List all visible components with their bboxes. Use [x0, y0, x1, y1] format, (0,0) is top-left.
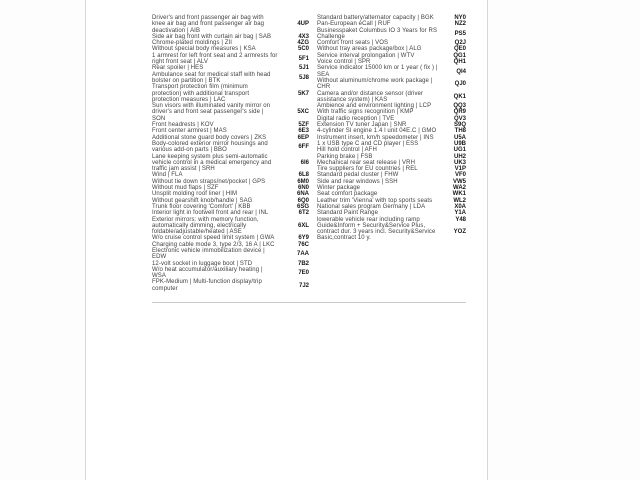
equipment-code: UK3 — [453, 159, 466, 166]
equipment-description: FPK-Medium | Multi-function display/trip computer — [152, 279, 262, 292]
equipment-description: 12-volt socket in luggage boot | STD — [152, 260, 253, 267]
equipment-description: Businesspaket Columbus IO 3 Years for RS Challenge — [317, 27, 438, 40]
page-left-border — [85, 0, 86, 480]
equipment-code: NZ2 — [454, 21, 466, 28]
equipment-code: Q2J — [454, 40, 466, 47]
equipment-description: Chrome-plated moldings | ZII — [152, 40, 233, 47]
equipment-description: Service interval prolongation | WTV — [317, 52, 415, 59]
equipment-code: 5ZF — [298, 122, 309, 129]
equipment-description: National sales program Germany | LDA — [317, 203, 426, 210]
equipment-code: QG1 — [453, 52, 466, 59]
equipment-description: With traffic signs recognition | KMP — [317, 109, 414, 116]
equipment-description: Extension TV tuner Japan | SNR — [317, 122, 407, 129]
equipment-description: Front headrests | KOV — [152, 122, 214, 129]
equipment-code: 6T2 — [298, 210, 309, 217]
equipment-description: Front center armrest | MAS — [152, 128, 227, 135]
equipment-description: Interior light in footwell front and rear | INL — [152, 210, 269, 217]
equipment-code: 6M0 — [297, 178, 309, 185]
equipment-description: Lane keeping system plus semi-automatic vehicle control in a medical emergency and traffic jam assist | SRH — [152, 153, 272, 173]
equipment-description: Without tie down straps/net/pocket | GPS — [152, 178, 266, 185]
equipment-code: 6Y9 — [298, 235, 309, 242]
page-right-border — [487, 0, 488, 480]
equipment-row — [152, 279, 309, 292]
equipment-column-left — [152, 15, 309, 292]
equipment-description: Rear spoiler | HES — [152, 65, 204, 72]
equipment-code: QJ0 — [454, 81, 466, 88]
equipment-code: S9Q — [453, 122, 466, 129]
equipment-description: W/o cruise control speed limit system | GWA — [152, 235, 275, 242]
equipment-code: 4X3 — [298, 33, 309, 40]
equipment-description: 1 armrest for left front seat and 2 armrests for right front seat | ALV — [152, 52, 278, 66]
equipment-row — [317, 91, 466, 104]
equipment-code: 6SG — [296, 203, 309, 210]
equipment-code: QV3 — [453, 115, 466, 122]
equipment-code: PS5 — [454, 30, 466, 37]
equipment-description: Leather trim 'Vienna' with top sports seats — [317, 197, 433, 204]
equipment-code: WK1 — [452, 191, 466, 198]
equipment-code: Y48 — [455, 216, 466, 223]
equipment-code: 76C — [297, 241, 309, 248]
equipment-code: UG1 — [453, 147, 466, 154]
equipment-code: 7J2 — [298, 282, 309, 289]
equipment-description: Transport protection film (minimum protection) with additional transport protection measures | LAC — [152, 84, 250, 103]
equipment-description: Wind | FLA — [152, 172, 183, 179]
equipment-description: Standard pedal cluster | FHW — [317, 172, 399, 179]
equipment-code: 4ZG — [297, 40, 309, 47]
equipment-code: 6XL — [297, 222, 309, 229]
equipment-code: 4UP — [297, 21, 309, 28]
equipment-description: W/o heat accumulator/auxiliary heating | WSA — [152, 266, 263, 280]
equipment-code: YOZ — [453, 229, 466, 236]
equipment-code: 6N0 — [297, 185, 309, 192]
equipment-code: 5F1 — [298, 55, 309, 62]
equipment-description: Without aluminum/chrome work package | CHR — [317, 77, 433, 91]
equipment-code: 6I6 — [300, 159, 309, 166]
equipment-row — [152, 72, 309, 85]
equipment-code: QE0 — [453, 46, 466, 53]
equipment-row — [152, 154, 309, 173]
equipment-code: Y1A — [454, 210, 466, 217]
equipment-code: 7E0 — [298, 270, 309, 277]
equipment-code: QR9 — [453, 109, 466, 116]
equipment-code: 7AA — [296, 251, 309, 258]
equipment-code: 6EP — [297, 134, 309, 141]
equipment-description: Ambulance seat for medical staff with head bolster on partition | BTK — [152, 71, 271, 84]
equipment-description: Hill hold control | AFH — [317, 147, 377, 154]
equipment-description: Standard Paint Range — [317, 210, 379, 217]
equipment-row — [317, 65, 466, 78]
equipment-description: Unsplit molding roof liner | HIM — [152, 191, 238, 198]
equipment-row — [317, 78, 466, 91]
equipment-description: Service indicator 15000 km or 1 year ( fix ) | SEA — [317, 65, 438, 78]
equipment-description: Instrument insert, km/h speedometer | INS — [317, 134, 434, 141]
equipment-code: 6NA — [296, 191, 309, 198]
equipment-code: 6L8 — [298, 172, 309, 179]
equipment-description: Camera and/or distance sensor (driver assistance system) | KAS — [317, 90, 424, 103]
equipment-description: Additional stone guard body covers | ZKS — [152, 134, 267, 141]
equipment-description: Digital radio reception | TVE — [317, 115, 395, 122]
equipment-row — [152, 53, 309, 66]
equipment-code: X0A — [454, 203, 466, 210]
equipment-code: U5A — [453, 134, 466, 141]
equipment-description: Comfort front seats | VOS — [317, 40, 389, 47]
equipment-description: Ambience and environment lighting | LCP — [317, 103, 432, 110]
equipment-row — [152, 141, 309, 154]
equipment-code: VF0 — [454, 172, 466, 179]
equipment-code: VW5 — [452, 178, 466, 185]
equipment-code: QI4 — [456, 68, 466, 75]
equipment-code: 5J1 — [298, 65, 309, 72]
equipment-description: Without special body measures | KSA — [152, 46, 256, 53]
equipment-code: WA2 — [452, 185, 466, 192]
equipment-code: QK1 — [453, 93, 466, 100]
equipment-description: 1 x USB type C and CD player | ESS — [317, 140, 419, 147]
equipment-code: 5XC — [297, 109, 309, 116]
equipment-description: 4-cylinder SI engine 1.4 l unit 04E.C | GMO — [317, 128, 437, 135]
equipment-code: 7B2 — [297, 260, 309, 267]
equipment-description: Guide&Inform + Security&Service Plus, contract dur. 3 years incl. Security&Service Basic,contract 10 y. — [317, 222, 436, 242]
equipment-description: Parking brake | FSB — [317, 153, 373, 160]
equipment-description: Electronic vehicle immobilization device | EDW — [152, 247, 265, 261]
equipment-column-right — [317, 15, 466, 242]
equipment-description: Mechanical rear seat release | VRH — [317, 159, 415, 166]
section-divider-line — [152, 302, 466, 303]
equipment-row — [152, 267, 309, 280]
equipment-description: Pan-European eCall | RUF — [317, 21, 391, 28]
equipment-description: Voice control | SPR — [317, 59, 371, 66]
equipment-description: Charging cable mode 3, type 2/3, 16 A | LKC — [152, 241, 275, 248]
equipment-row — [152, 15, 309, 34]
equipment-description: Trunk floor covering 'Comfort' | KBB — [152, 203, 251, 210]
equipment-description: Side and rear windows | SSH — [317, 178, 398, 185]
equipment-code: QQ3 — [453, 103, 466, 110]
equipment-description: Side air bag front with curtain air bag | SAB — [152, 33, 272, 40]
equipment-description: Driver's and front passenger air bag with knee air bag and front passenger air bag deactivation | AIB — [152, 15, 265, 34]
equipment-code: V1P — [454, 166, 466, 173]
equipment-description: Body-colored exterior mirror housings and various add-on parts | BBO — [152, 140, 268, 154]
equipment-code: 6Q0 — [297, 197, 309, 204]
equipment-code: 6E3 — [298, 128, 309, 135]
equipment-description: Tire suppliers for EU countries | REL — [317, 166, 418, 173]
equipment-description: Without gearshift knob/handle | SAG — [152, 197, 253, 204]
equipment-row — [317, 28, 466, 41]
equipment-code: TH8 — [454, 128, 466, 135]
equipment-code: 5J8 — [298, 74, 309, 81]
equipment-code: WL2 — [453, 197, 466, 204]
equipment-code: UH2 — [453, 153, 466, 160]
equipment-code: U9B — [453, 140, 466, 147]
equipment-description: Without tray areas package/box | ALG — [317, 46, 422, 53]
equipment-code: NY0 — [454, 15, 466, 21]
equipment-code: 5C0 — [297, 46, 309, 53]
equipment-description: Sun visors with illuminated vanity mirror on driver's and front seat passenger's side | SON — [152, 103, 271, 122]
equipment-code: 5K7 — [297, 90, 309, 97]
equipment-description: Without mud flaps | SZF — [152, 185, 219, 192]
equipment-description: Seat comfort package — [317, 191, 378, 198]
equipment-description: Standard battery/alternator capacity | BGK — [317, 15, 434, 21]
equipment-row — [152, 217, 309, 236]
equipment-row — [152, 84, 309, 103]
equipment-code: 6FF — [298, 144, 309, 151]
equipment-description: lowerable vehicle rear including ramp — [317, 216, 420, 223]
equipment-row — [152, 103, 309, 122]
equipment-description: Exterior mirrors: with memory function, automatically dimming, electrically foldable/adjustable/heated | ASE — [152, 216, 259, 236]
equipment-row — [152, 248, 309, 261]
equipment-code: QH1 — [453, 59, 466, 66]
equipment-row — [317, 223, 466, 242]
equipment-description: Winter package — [317, 185, 361, 192]
